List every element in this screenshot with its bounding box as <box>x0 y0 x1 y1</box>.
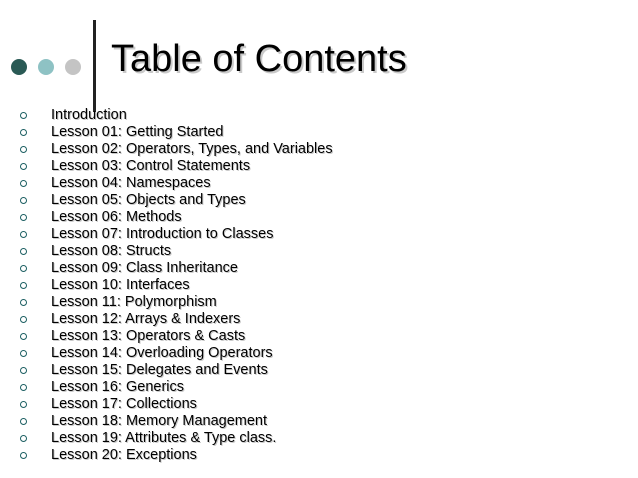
toc-item <box>0 260 333 277</box>
toc-item-label: Lesson 20: Exceptions <box>51 447 197 463</box>
toc-item <box>0 192 333 209</box>
circle-bullet-icon <box>20 129 27 136</box>
toc-item <box>0 226 333 243</box>
circle-bullet-icon <box>20 299 27 306</box>
toc-item-label: Lesson 10: Interfaces <box>51 277 190 293</box>
table-of-contents-list <box>0 107 333 464</box>
circle-bullet-icon <box>20 197 27 204</box>
circle-bullet-icon <box>20 401 27 408</box>
circle-bullet-icon <box>20 248 27 255</box>
circle-bullet-icon <box>20 316 27 323</box>
toc-item-label: Lesson 15: Delegates and Events <box>51 362 268 378</box>
toc-item-label: Lesson 19: Attributes & Type class. <box>51 430 277 446</box>
toc-item <box>0 141 333 158</box>
decor-dot-gray <box>65 59 81 75</box>
circle-bullet-icon <box>20 452 27 459</box>
toc-item <box>0 396 333 413</box>
toc-item-label: Lesson 02: Operators, Types, and Variables <box>51 141 333 157</box>
toc-item <box>0 413 333 430</box>
toc-item-label: Lesson 06: Methods <box>51 209 182 225</box>
circle-bullet-icon <box>20 163 27 170</box>
decor-dot-light <box>38 59 54 75</box>
toc-item-label: Lesson 18: Memory Management <box>51 413 267 429</box>
toc-item-label: Lesson 16: Generics <box>51 379 184 395</box>
toc-item <box>0 345 333 362</box>
decor-dot-dark <box>11 59 27 75</box>
toc-item <box>0 430 333 447</box>
toc-item-label: Lesson 05: Objects and Types <box>51 192 246 208</box>
toc-item <box>0 124 333 141</box>
toc-item <box>0 277 333 294</box>
toc-item <box>0 328 333 345</box>
toc-item-label: Lesson 12: Arrays & Indexers <box>51 311 241 327</box>
circle-bullet-icon <box>20 435 27 442</box>
toc-item-label: Lesson 04: Namespaces <box>51 175 211 191</box>
toc-item-label: Lesson 08: Structs <box>51 243 172 259</box>
toc-item <box>0 311 333 328</box>
toc-item-label: Lesson 11: Polymorphism <box>51 294 217 310</box>
toc-item-label: Lesson 03: Control Statements <box>51 158 251 174</box>
circle-bullet-icon <box>20 384 27 391</box>
circle-bullet-icon <box>20 180 27 187</box>
toc-item-label: Lesson 14: Overloading Operators <box>51 345 273 361</box>
toc-item <box>0 243 333 260</box>
toc-item <box>0 362 333 379</box>
toc-item <box>0 107 333 124</box>
toc-item <box>0 158 333 175</box>
circle-bullet-icon <box>20 231 27 238</box>
toc-item <box>0 209 333 226</box>
slide-title: Table of Contents <box>111 38 407 80</box>
toc-item-label: Lesson 07: Introduction to Classes <box>51 226 274 242</box>
toc-item-label: Lesson 17: Collections <box>51 396 197 412</box>
circle-bullet-icon <box>20 146 27 153</box>
toc-item <box>0 379 333 396</box>
toc-item <box>0 175 333 192</box>
toc-item-label: Introduction <box>51 107 127 123</box>
circle-bullet-icon <box>20 367 27 374</box>
toc-item <box>0 294 333 311</box>
circle-bullet-icon <box>20 333 27 340</box>
circle-bullet-icon <box>20 282 27 289</box>
toc-item-label: Lesson 01: Getting Started <box>51 124 224 140</box>
toc-item <box>0 447 333 464</box>
title-divider-line <box>93 20 96 112</box>
toc-item-label: Lesson 09: Class Inheritance <box>51 260 238 276</box>
circle-bullet-icon <box>20 350 27 357</box>
circle-bullet-icon <box>20 265 27 272</box>
circle-bullet-icon <box>20 214 27 221</box>
circle-bullet-icon <box>20 418 27 425</box>
circle-bullet-icon <box>20 112 27 119</box>
toc-item-label: Lesson 13: Operators & Casts <box>51 328 246 344</box>
